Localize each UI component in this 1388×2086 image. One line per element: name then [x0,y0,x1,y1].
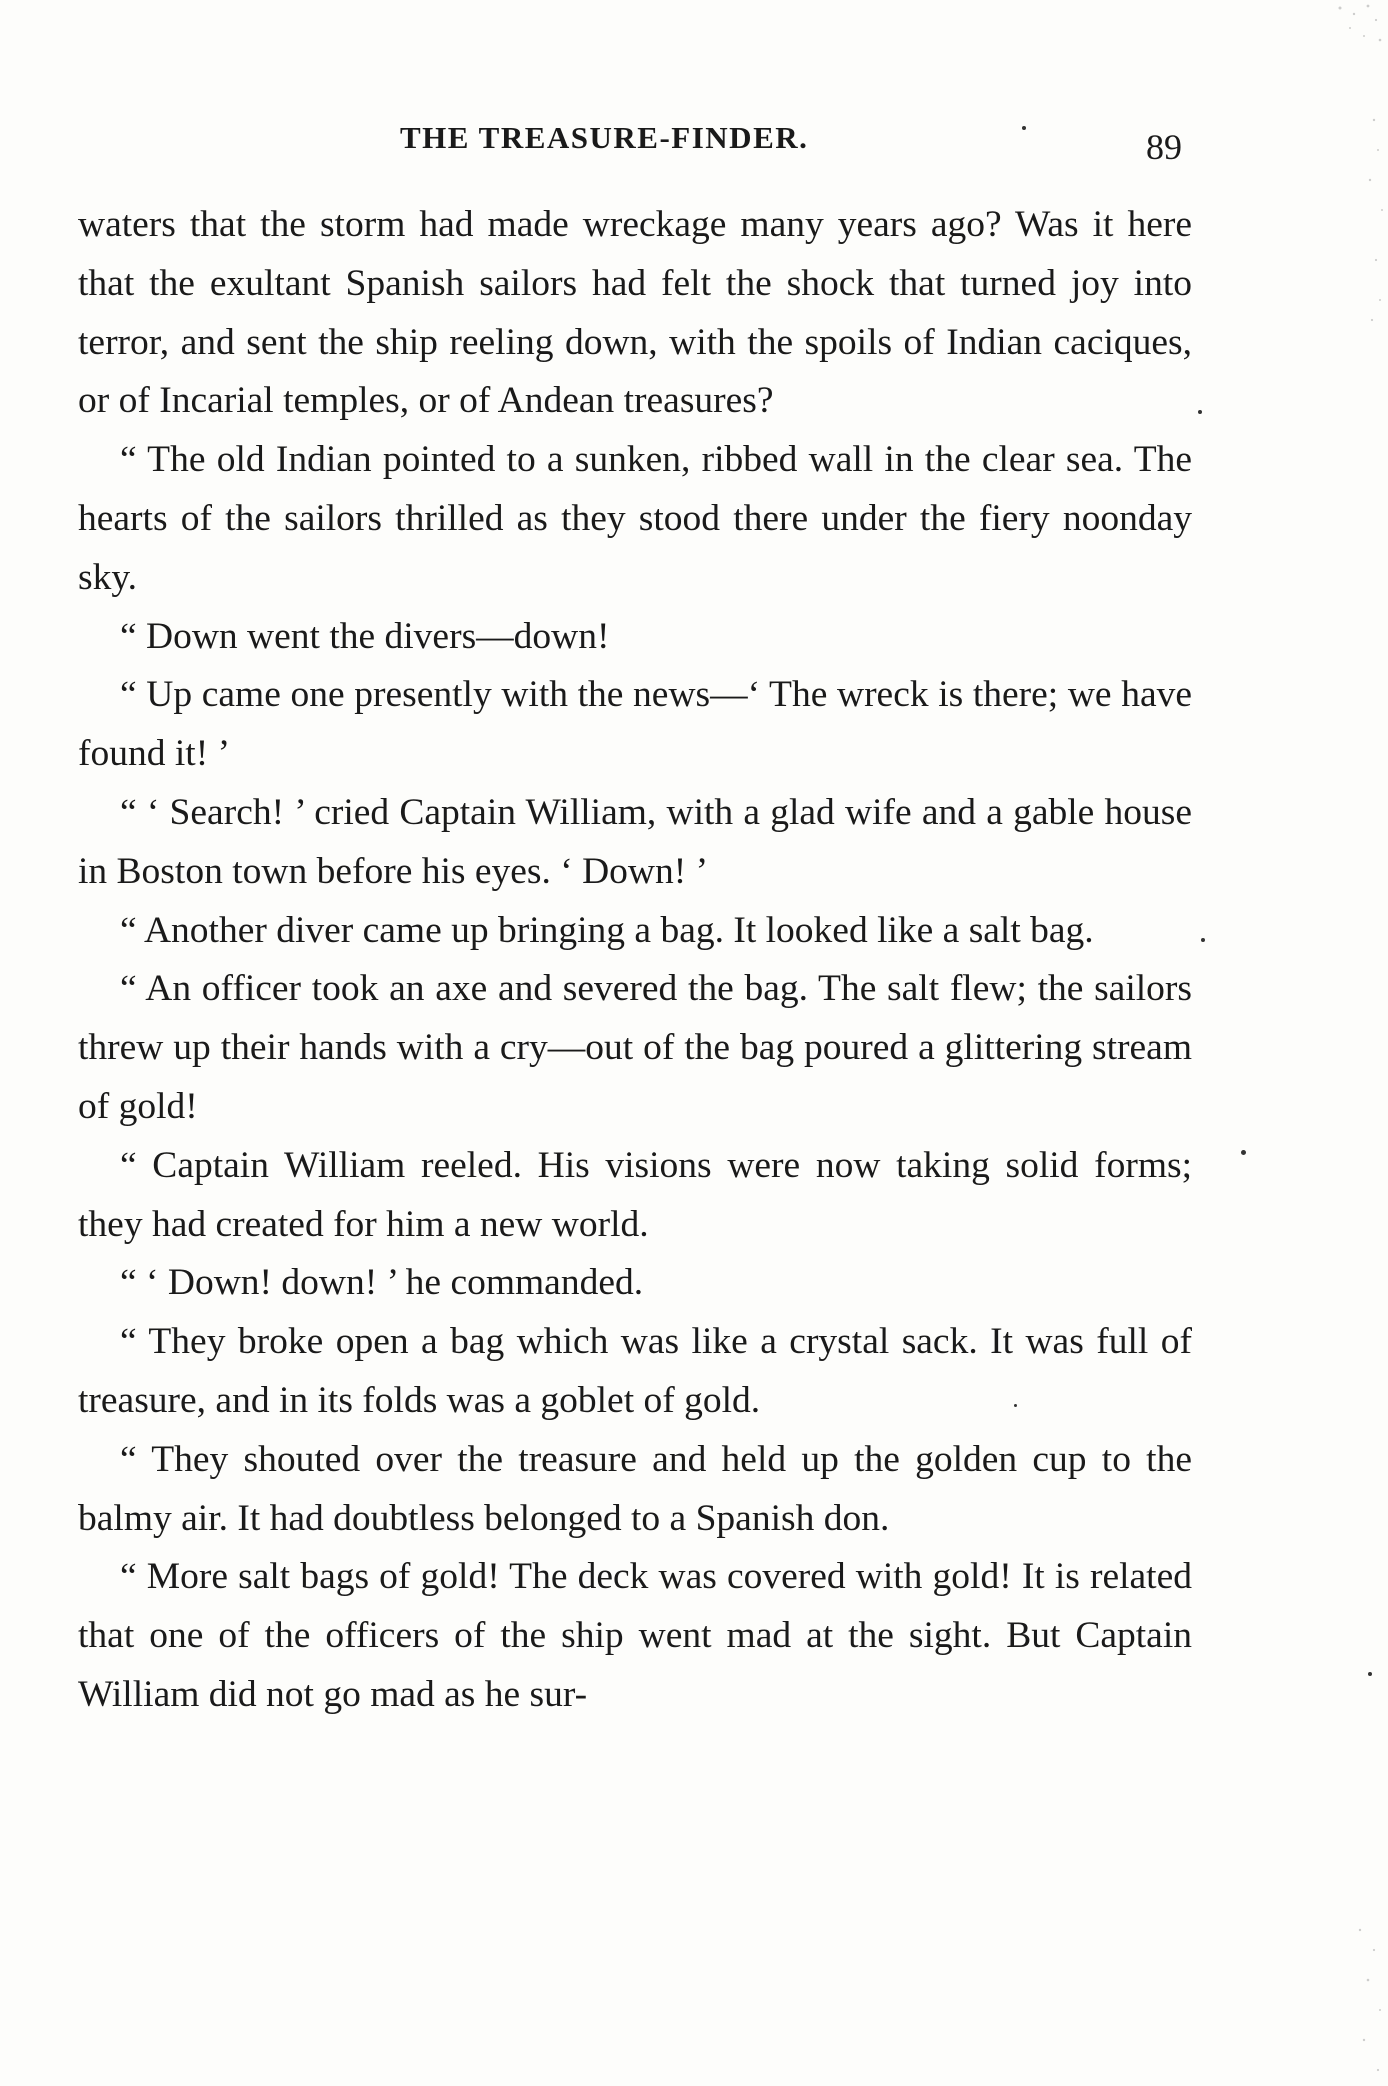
page-number: 89 [1146,127,1182,167]
paragraph: “ ‘ Down! down! ’ he commanded. [120,1262,644,1304]
paragraph: “ They broke open a bag which was like a crystal sack. It was full of treasure, and in its folds was a goblet of gold. [78,1321,1192,1421]
scan-speck [1022,126,1026,130]
paragraph: “ More salt bags of gold! The deck was covered with gold! It is related that one of the officers of the ship went mad at the sight. But Captain William did not go mad as he sur- [78,1556,1192,1715]
paragraph: “ Captain William reeled. His visions were now taking solid forms; they had created for him a new world. [78,1144,1192,1245]
paragraph: “ Down went the divers—down! [120,615,610,657]
paragraph: “ Another diver came up bringing a bag. It looked like a salt bag. [120,909,1094,951]
paragraph: “ Up came one presently with the news—‘ The wreck is there; we have found it! ’ [78,674,1192,775]
paragraph: “ ‘ Search! ’ cried Captain William, with a glad wife and a gable house in Boston town before his eyes. ‘ Down! ’ [78,791,1192,892]
scan-edge-noise [1280,0,1388,340]
paragraph: waters that the storm had made wreckage many years ago? Was it here that the exultant Spanish sailors had felt the shock that turned joy into terror, and sent the ship reeling down, with the spoils of Indian caciques, or of Incarial temples, or of Andean treasures? [78,204,1192,422]
paragraph: “ An officer took an axe and severed the bag. The salt flew; the sailors threw up their hands with a cry—out of the bag poured a glittering stream of gold! [78,968,1192,1127]
scan-edge-noise [1320,1920,1388,2086]
paragraph: “ They shouted over the treasure and held up the golden cup to the balmy air. It had doubtless belonged to a Spanish don. [78,1438,1192,1539]
paragraph: “ The old Indian pointed to a sunken, ribbed wall in the clear sea. The hearts of the sailors thrilled as they stood there under the fiery noonday sky. [78,439,1192,598]
scan-speck [1198,410,1202,414]
scan-speck [1201,938,1205,942]
scan-speck [1014,1404,1017,1407]
scan-speck [1368,1672,1372,1676]
running-title: THE TREASURE-FINDER. [400,120,809,155]
body-text [78,196,1192,1725]
scan-speck [1241,1150,1246,1155]
running-head [0,112,1388,172]
